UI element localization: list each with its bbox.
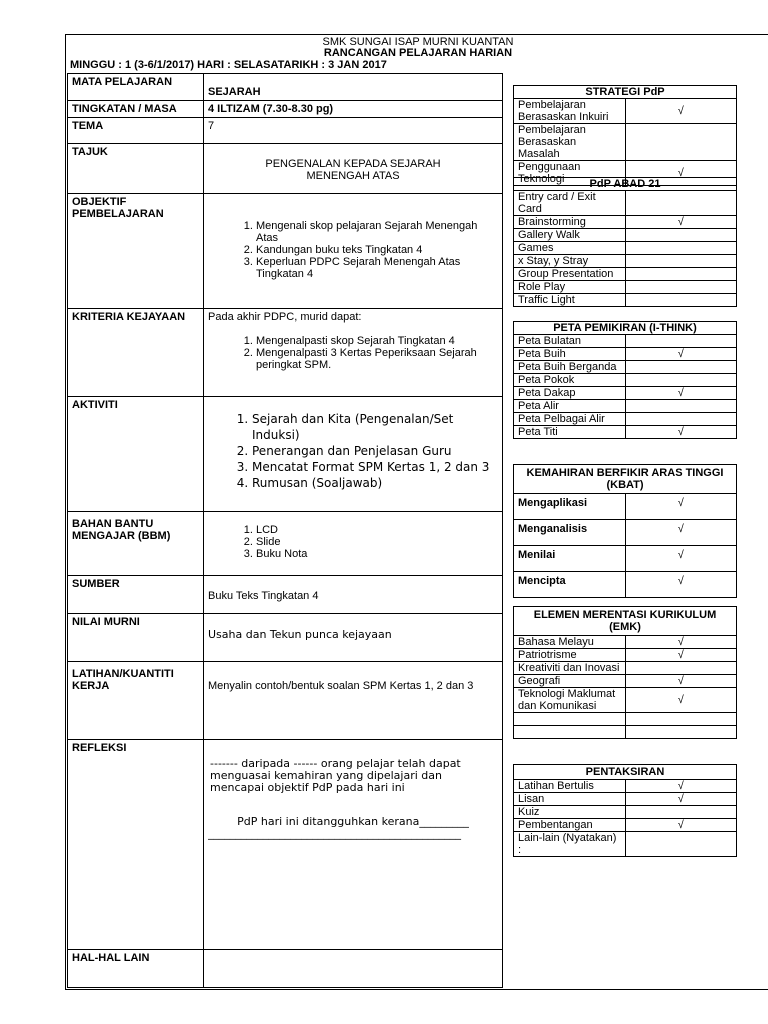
abad21-row: [514, 229, 737, 242]
pentaksiran-row-label: Lain-lain (Nyatakan) :: [514, 832, 626, 857]
ithink-row: [514, 426, 737, 439]
abad21-row-label: Entry card / Exit Card: [514, 191, 626, 216]
abad21-row: [514, 268, 737, 281]
aktiviti-value: [204, 397, 503, 512]
tingkatan-label: TINGKATAN / MASA: [68, 101, 204, 118]
emk-row-label: Patriotrisme: [514, 649, 626, 662]
aktiviti-label: AKTIVITI: [68, 397, 204, 512]
bbm-label: BAHAN BANTU MENGAJAR (BBM): [68, 512, 204, 576]
abad21-row-label: Role Play: [514, 281, 626, 294]
abad21-row-label: Traffic Light: [514, 294, 626, 307]
strategi-row-label: Pembelajaran Berasaskan Inkuiri: [514, 99, 626, 124]
checkmark-icon: [625, 832, 737, 857]
school-name: SMK SUNGAI ISAP MURNI KUANTAN: [322, 36, 514, 48]
bbm-item: 2. Slide: [256, 536, 498, 548]
ithink-row-label: Peta Pelbagai Alir: [514, 413, 626, 426]
checkmark-icon: [625, 400, 737, 413]
pentaksiran-row-label: Kuiz: [514, 806, 626, 819]
strategi-row: [514, 124, 737, 161]
ithink-row-label: Peta Dakap: [514, 387, 626, 400]
checkmark-icon: [625, 662, 737, 675]
ithink-row-label: Peta Buih Berganda: [514, 361, 626, 374]
checkmark-icon: [625, 294, 737, 307]
document-title: RANCANGAN PELAJARAN HARIAN: [323, 47, 513, 59]
kbat-row-label: Mengaplikasi: [514, 494, 626, 520]
checkmark-icon: √: [625, 649, 737, 662]
checkmark-icon: √: [625, 387, 737, 400]
ithink-row-label: Peta Bulatan: [514, 335, 626, 348]
ithink-row: [514, 413, 737, 426]
checkmark-icon: [625, 281, 737, 294]
kbat-row-label: Menilai: [514, 546, 626, 572]
latihan-label: LATIHAN/KUANTITI KERJA: [68, 662, 204, 740]
kriteria-label: KRITERIA KEJAYAAN: [68, 309, 204, 397]
emk-row: [514, 688, 737, 713]
checkmark-icon: [625, 374, 737, 387]
tajuk-label: TAJUK: [68, 144, 204, 194]
kbat-row: [514, 520, 737, 546]
pentaksiran-row: [514, 806, 737, 819]
nilai-value: Usaha dan Tekun punca kejayaan: [204, 614, 503, 662]
strategi-title: STRATEGI PdP: [514, 86, 737, 99]
bbm-item: 3. Buku Nota: [256, 548, 498, 560]
ithink-row: [514, 374, 737, 387]
tema-label: TEMA: [68, 118, 204, 144]
abad21-row-label: x Stay, y Stray: [514, 255, 626, 268]
objektif-item: 3. Keperluan PDPC Sejarah Menengah Atas Tingkatan 4: [256, 256, 498, 280]
checkmark-icon: √: [625, 780, 737, 793]
aktiviti-item: 1. Sejarah dan Kita (Pengenalan/Set Induksi): [252, 411, 498, 443]
kriteria-item: 1. Mengenalpasti skop Sejarah Tingkatan 4: [256, 335, 498, 347]
pentaksiran-row-label: Pembentangan: [514, 819, 626, 832]
kbat-row: [514, 572, 737, 598]
abad21-row-label: Brainstorming: [514, 216, 626, 229]
kbat-row: [514, 546, 737, 572]
strategi-row: [514, 99, 737, 124]
strategi-row-label: Penggunaan Teknologi: [514, 161, 626, 186]
checkmark-icon: √: [625, 688, 737, 713]
abad21-row: [514, 294, 737, 307]
ithink-row: [514, 387, 737, 400]
refleksi-label: REFLEKSI: [68, 740, 204, 950]
strategi-table: [513, 85, 737, 186]
hal-value: [204, 950, 503, 988]
checkmark-icon: [625, 335, 737, 348]
emk-row: [514, 713, 737, 726]
bbm-list: [208, 524, 498, 560]
checkmark-icon: [625, 268, 737, 281]
emk-row: [514, 662, 737, 675]
emk-row-label: Kreativiti dan Inovasi: [514, 662, 626, 675]
pentaksiran-row: [514, 780, 737, 793]
emk-row-label: Bahasa Melayu: [514, 636, 626, 649]
emk-row-label: Teknologi Maklumat dan Komunikasi: [514, 688, 626, 713]
sumber-value: Buku Teks Tingkatan 4: [204, 576, 503, 614]
checkmark-icon: [625, 191, 737, 216]
hal-label: HAL-HAL LAIN: [68, 950, 204, 988]
ithink-table: [513, 321, 737, 439]
abad21-row-label: Games: [514, 242, 626, 255]
refleksi-line-2: PdP hari ini ditangguhkan kerana_________: [237, 815, 469, 828]
emk-row: [514, 649, 737, 662]
ithink-title: PETA PEMIKIRAN (I-THINK): [514, 322, 737, 335]
objektif-item: 2. Kandungan buku teks Tingkatan 4: [256, 244, 498, 256]
checkmark-icon: √: [625, 520, 737, 546]
checkmark-icon: √: [625, 572, 737, 598]
bbm-value: [204, 512, 503, 576]
emk-row: [514, 675, 737, 688]
refleksi-value: [204, 740, 503, 950]
objektif-label: OBJEKTIF PEMBELAJARAN: [68, 194, 204, 309]
objektif-value: [204, 194, 503, 309]
emk-row: [514, 726, 737, 739]
aktiviti-item: 2. Penerangan dan Penjelasan Guru: [252, 443, 498, 459]
abad21-row: [514, 281, 737, 294]
emk-row-label: [514, 713, 626, 726]
abad21-row: [514, 191, 737, 216]
checkmark-icon: √: [625, 819, 737, 832]
checkmark-icon: √: [625, 494, 737, 520]
ithink-row-label: Peta Titi: [514, 426, 626, 439]
tajuk-value: PENGENALAN KEPADA SEJARAH MENENGAH ATAS: [204, 144, 503, 194]
checkmark-icon: [625, 242, 737, 255]
abad21-title: PdP ABAD 21: [514, 178, 737, 191]
abad21-row: [514, 242, 737, 255]
refleksi-line-3: ______________________________________________: [208, 828, 461, 840]
kbat-row: [514, 494, 737, 520]
checkmark-icon: [625, 713, 737, 726]
checkmark-icon: [625, 229, 737, 242]
pentaksiran-row: [514, 793, 737, 806]
abad21-table: [513, 177, 737, 307]
ithink-row: [514, 400, 737, 413]
aktiviti-list: [208, 411, 498, 491]
kbat-title: KEMAHIRAN BERFIKIR ARAS TINGGI (KBAT): [514, 465, 737, 494]
ithink-row: [514, 361, 737, 374]
abad21-row: [514, 255, 737, 268]
pentaksiran-title: PENTAKSIRAN: [514, 765, 737, 780]
week-line: MINGGU : 1 (3-6/1/2017) HARI : SELASATARIKH : 3 JAN 2017: [70, 59, 387, 71]
pentaksiran-row-label: Latihan Bertulis: [514, 780, 626, 793]
tema-value: 7: [204, 118, 503, 144]
abad21-row-label: Gallery Walk: [514, 229, 626, 242]
checkmark-icon: √: [625, 161, 737, 186]
pentaksiran-table: [513, 764, 737, 857]
emk-title: ELEMEN MERENTASI KURIKULUM (EMK): [514, 607, 737, 636]
kriteria-item: 2. Mengenalpasti 3 Kertas Peperiksaan Sejarah peringkat SPM.: [256, 347, 498, 371]
aktiviti-item: 3. Mencatat Format SPM Kertas 1, 2 dan 3: [252, 459, 498, 475]
checkmark-icon: √: [625, 426, 737, 439]
kriteria-value: [204, 309, 503, 397]
emk-row-label: [514, 726, 626, 739]
abad21-row: [514, 216, 737, 229]
checkmark-icon: √: [625, 216, 737, 229]
checkmark-icon: √: [625, 99, 737, 124]
kriteria-list: [208, 335, 498, 371]
mata-pelajaran-label: MATA PELAJARAN: [68, 74, 204, 101]
abad21-row-label: Group Presentation: [514, 268, 626, 281]
checkmark-icon: √: [625, 793, 737, 806]
checkmark-icon: [625, 255, 737, 268]
objektif-item: 1. Mengenali skop pelajaran Sejarah Menengah Atas: [256, 220, 498, 244]
strategi-row-label: Pembelajaran Berasaskan Masalah: [514, 124, 626, 161]
emk-row: [514, 636, 737, 649]
tingkatan-value: 4 ILTIZAM (7.30-8.30 pg): [204, 101, 503, 118]
pentaksiran-row: [514, 819, 737, 832]
checkmark-icon: [625, 726, 737, 739]
checkmark-icon: √: [625, 636, 737, 649]
checkmark-icon: √: [625, 348, 737, 361]
ithink-row-label: Peta Buih: [514, 348, 626, 361]
checkmark-icon: [625, 413, 737, 426]
checkmark-icon: √: [625, 546, 737, 572]
latihan-value: Menyalin contoh/bentuk soalan SPM Kertas 1, 2 dan 3: [204, 662, 503, 740]
objektif-list: [208, 220, 498, 280]
kbat-row-label: Mencipta: [514, 572, 626, 598]
nilai-label: NILAI MURNI: [68, 614, 204, 662]
main-table: [67, 73, 503, 988]
bbm-item: 1. LCD: [256, 524, 498, 536]
ithink-row-label: Peta Pokok: [514, 374, 626, 387]
pentaksiran-row-label: Lisan: [514, 793, 626, 806]
refleksi-line-1: ------- daripada ------ orang pelajar telah dapat menguasai kemahiran yang dipelajari dan mencapai objektif PdP pada hari ini: [210, 757, 461, 794]
ithink-row: [514, 335, 737, 348]
kbat-row-label: Menganalisis: [514, 520, 626, 546]
mata-pelajaran-value: SEJARAH: [204, 74, 503, 101]
checkmark-icon: √: [625, 675, 737, 688]
kriteria-intro: Pada akhir PDPC, murid dapat:: [208, 311, 362, 323]
ithink-row-label: Peta Alir: [514, 400, 626, 413]
sumber-label: SUMBER: [68, 576, 204, 614]
checkmark-icon: [625, 124, 737, 161]
kbat-table: [513, 464, 737, 598]
ithink-row: [514, 348, 737, 361]
emk-table: [513, 606, 737, 739]
checkmark-icon: [625, 361, 737, 374]
emk-row-label: Geografi: [514, 675, 626, 688]
checkmark-icon: [625, 806, 737, 819]
aktiviti-item: 4. Rumusan (Soaljawab): [252, 475, 498, 491]
pentaksiran-row: [514, 832, 737, 857]
